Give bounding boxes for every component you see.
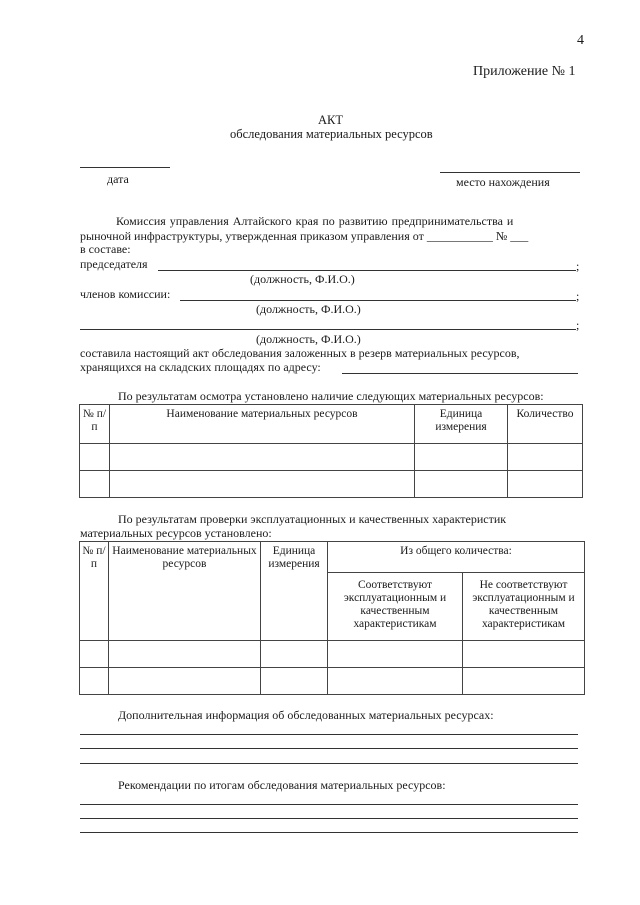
table-cell	[80, 471, 110, 498]
chairman-line	[158, 270, 576, 271]
chairman-semicolon: ;	[576, 259, 580, 273]
date-label: дата	[107, 172, 129, 186]
table-cell	[463, 641, 585, 668]
document-title: АКТ	[318, 113, 343, 127]
members-line-1	[180, 300, 576, 301]
document-subtitle: обследования материальных ресурсов	[230, 127, 433, 141]
table-header-row	[80, 405, 583, 444]
table-cell	[328, 641, 463, 668]
additional-info-line-2	[80, 748, 578, 749]
table-cell	[80, 641, 109, 668]
table-cell	[415, 471, 508, 498]
col-compliant: Соответствуют эксплуатационным и качественным характеристикам	[328, 573, 463, 641]
table-cell	[110, 444, 415, 471]
table-row	[80, 641, 585, 668]
col-number: № п/п	[80, 405, 110, 444]
table-cell	[261, 668, 328, 695]
members-position-hint-2: (должность, Ф.И.О.)	[256, 332, 361, 346]
col-unit: Единица измерения	[415, 405, 508, 444]
col-name: Наименование материальных ресурсов	[109, 542, 261, 641]
col-quantity: Количество	[508, 405, 583, 444]
members-label: членов комиссии:	[80, 287, 171, 301]
col-number: № п/п	[80, 542, 109, 641]
table-cell	[80, 668, 109, 695]
page-number: 4	[577, 33, 584, 48]
recommendations-line-3	[80, 832, 578, 833]
table1-intro: По результатам осмотра установлено наличие следующих материальных ресурсов:	[118, 389, 544, 403]
recommendations-line-2	[80, 818, 578, 819]
col-unit: Единица измерения	[261, 542, 328, 641]
members-line-2	[80, 329, 576, 330]
table-cell	[328, 668, 463, 695]
table-cell	[109, 641, 261, 668]
address-line	[342, 373, 578, 374]
table-cell	[508, 444, 583, 471]
recommendations-label: Рекомендации по итогам обследования материальных ресурсов:	[118, 778, 446, 792]
intro-line-1: Комиссия управления Алтайского края по развитию предпринимательства и	[116, 214, 514, 228]
additional-info-line-3	[80, 763, 578, 764]
intro-line-3: в составе:	[80, 242, 131, 256]
location-line	[440, 172, 580, 173]
table-row	[80, 444, 583, 471]
chairman-position-hint: (должность, Ф.И.О.)	[250, 272, 355, 286]
characteristics-table	[79, 541, 585, 695]
table-cell	[80, 444, 110, 471]
additional-info-label: Дополнительная информация об обследованных материальных ресурсах:	[118, 708, 494, 722]
members-semicolon-2: ;	[576, 318, 580, 332]
table2-intro-line-2: материальных ресурсов установлено:	[80, 526, 272, 540]
table-cell	[109, 668, 261, 695]
chairman-label: председателя	[80, 257, 148, 271]
location-label: место нахождения	[456, 175, 550, 189]
table-row	[80, 471, 583, 498]
recommendations-line-1	[80, 804, 578, 805]
resources-table	[79, 404, 583, 498]
table-cell	[508, 471, 583, 498]
intro-line-2: рыночной инфраструктуры, утвержденная приказом управления от ___________ № ___	[80, 229, 529, 243]
col-of-total: Из общего количества:	[328, 542, 585, 573]
compiled-line-2: хранящихся на складских площадях по адресу:	[80, 360, 321, 374]
table-cell	[110, 471, 415, 498]
table-cell	[415, 444, 508, 471]
table-cell	[463, 668, 585, 695]
col-name: Наименование материальных ресурсов	[110, 405, 415, 444]
table-row	[80, 668, 585, 695]
col-non-compliant: Не соответствуют эксплуатационным и качественным характеристикам	[463, 573, 585, 641]
members-semicolon-1: ;	[576, 289, 580, 303]
table-cell	[261, 641, 328, 668]
date-line	[80, 167, 170, 168]
additional-info-line-1	[80, 734, 578, 735]
appendix-label: Приложение № 1	[473, 64, 576, 79]
table2-intro-line-1: По результатам проверки эксплуатационных и качественных характеристик	[118, 512, 507, 526]
compiled-line-1: составила настоящий акт обследования заложенных в резерв материальных ресурсов,	[80, 346, 520, 360]
members-position-hint-1: (должность, Ф.И.О.)	[256, 302, 361, 316]
table-header-row	[80, 542, 585, 573]
